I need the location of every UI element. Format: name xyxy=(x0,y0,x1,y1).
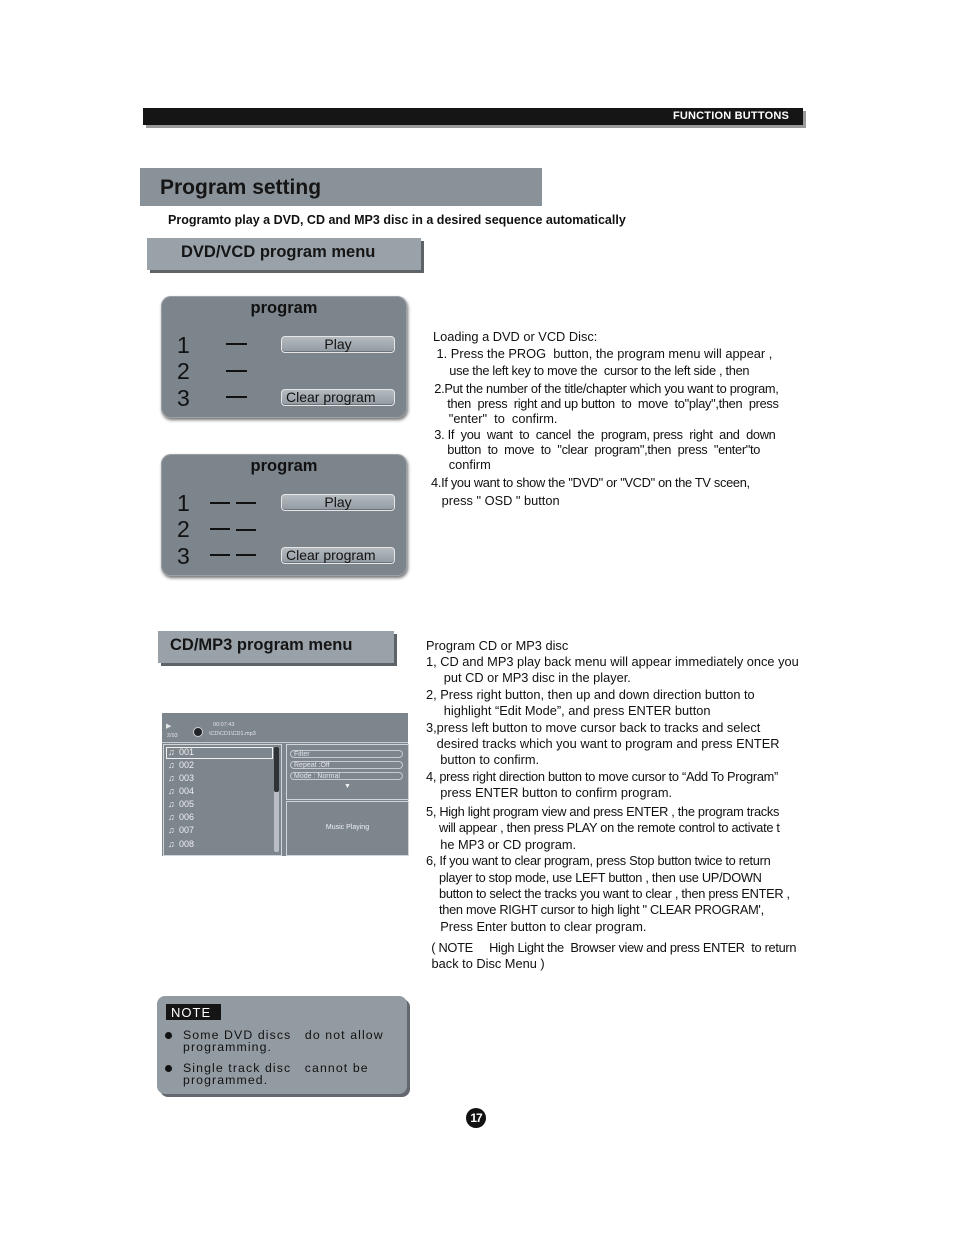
track-list-scrollbar[interactable] xyxy=(274,747,279,852)
dvd-instruction-line: confirm xyxy=(431,457,491,472)
clear-program-button[interactable]: Clear program xyxy=(281,389,395,406)
music-note-icon: ♫ xyxy=(168,786,175,796)
cd-instruction-line: press ENTER button to confirm program. xyxy=(426,785,673,800)
disc-icon xyxy=(193,727,203,737)
cd-instruction-line: Program CD or MP3 disc xyxy=(426,638,569,653)
music-note-icon: ♫ xyxy=(168,812,175,822)
cd-instruction-line: ( NOTE High Light the Browser view and press ENTER to return xyxy=(428,940,797,955)
dvd-instruction-line: 1. Press the PROG button, the program menu will appear , xyxy=(433,346,773,361)
dvd-instruction-line: button to move to "clear program",then press "enter"to xyxy=(431,442,761,457)
cd-instruction-line: back to Disc Menu ) xyxy=(428,956,545,971)
section-title-box xyxy=(140,168,542,206)
playback-status: Music Playing xyxy=(325,824,370,831)
program-slot-dash[interactable] xyxy=(236,529,256,531)
play-button[interactable]: Play xyxy=(281,336,395,353)
page-number: 17 xyxy=(466,1108,486,1128)
cd-instruction-line: player to stop mode, use LEFT button , then use UP/DOWN xyxy=(426,870,762,885)
mp3-status-panel xyxy=(286,801,409,856)
mp3-info-bar xyxy=(162,713,408,743)
note-item-line: Some DVD discs do not allow xyxy=(183,1028,384,1042)
program-slot-dash[interactable] xyxy=(210,554,230,556)
cd-instruction-line: 6, If you want to clear program, press Stop button twice to return xyxy=(426,853,771,868)
program-slot-dash[interactable] xyxy=(226,370,247,372)
program-row-number: 1 xyxy=(177,490,190,516)
program-panel-title: program xyxy=(250,299,318,317)
program-slot-dash[interactable] xyxy=(236,554,256,556)
section-title: Program setting xyxy=(160,176,322,199)
music-note-icon: ♫ xyxy=(168,799,175,809)
music-note-icon: ♫ xyxy=(168,839,175,849)
dvd-vcd-heading-box xyxy=(147,238,421,270)
cd-mp3-heading-box xyxy=(158,631,394,663)
header-bar xyxy=(143,108,803,125)
track-item[interactable]: ♫ 002 xyxy=(168,760,195,770)
dvd-instruction-line: 3. If you want to cancel the program, press right and down xyxy=(431,427,776,442)
dvd-instruction-line: then press right and up button to move to"play",then press xyxy=(431,396,779,411)
cd-instruction-line: desired tracks which you want to program and press ENTER xyxy=(426,736,780,751)
cd-instruction-line: button to confirm. xyxy=(426,752,540,767)
dvd-instruction-line: 4.If you want to show the "DVD" or "VCD" on the TV sceen, xyxy=(431,475,750,490)
program-slot-dash[interactable] xyxy=(226,396,247,398)
program-row-number: 3 xyxy=(177,543,190,569)
dvd-instruction-line: press " OSD " button xyxy=(431,493,560,508)
filter-option[interactable]: Filter xyxy=(290,750,403,758)
track-item[interactable]: ♫ 004 xyxy=(168,786,195,796)
track-item[interactable]: ♫ 003 xyxy=(168,773,195,783)
music-note-icon: ♫ xyxy=(168,773,175,783)
mp3-player-screen xyxy=(162,713,408,856)
scrollbar-thumb[interactable] xyxy=(274,747,279,792)
track-list[interactable] xyxy=(163,744,282,856)
program-row-number: 1 xyxy=(177,332,190,358)
play-icon: ▶ xyxy=(166,723,172,730)
program-slot-dash[interactable] xyxy=(210,502,230,504)
track-item[interactable]: ♫ 007 xyxy=(168,825,195,835)
note-item-line: programmed. xyxy=(183,1073,269,1087)
program-panel-single-digit xyxy=(161,296,407,418)
cd-instruction-line: 4, press right direction button to move cursor to “Add To Program” xyxy=(426,769,778,784)
music-note-icon: ♫ xyxy=(168,825,175,835)
track-item[interactable]: ♫ 005 xyxy=(168,799,195,809)
play-button[interactable]: Play xyxy=(281,494,395,511)
cd-mp3-heading: CD/MP3 program menu xyxy=(170,636,353,654)
mode-option[interactable]: Mode : Normal xyxy=(290,772,403,780)
cd-instruction-line: 2, Press right button, then up and down direction button to xyxy=(426,687,755,702)
dvd-instruction-line: Loading a DVD or VCD Disc: xyxy=(433,329,598,344)
repeat-option[interactable]: Repeat :Off xyxy=(290,761,403,769)
note-tag: NOTE xyxy=(166,1004,221,1020)
bullet-icon xyxy=(165,1032,172,1039)
track-item[interactable]: ♫ 006 xyxy=(168,812,195,822)
track-count: 2/93 xyxy=(167,733,178,739)
cd-instruction-line: put CD or MP3 disc in the player. xyxy=(426,670,631,685)
header-label: FUNCTION BUTTONS xyxy=(672,110,789,122)
dvd-instruction-line: "enter" to confirm. xyxy=(431,411,558,426)
cd-instruction-line: then move RIGHT cursor to high light " CLEAR PROGRAM', xyxy=(426,902,764,917)
track-item[interactable]: ♫ 008 xyxy=(168,839,195,849)
note-item-line: Single track disc cannot be xyxy=(183,1061,369,1075)
program-slot-dash[interactable] xyxy=(236,502,256,504)
cd-instruction-line: highlight “Edit Mode”, and press ENTER button xyxy=(426,703,711,718)
program-slot-dash[interactable] xyxy=(226,343,247,345)
program-row-number: 2 xyxy=(177,358,190,384)
file-path: \CD\CD1\CD1.mp3 xyxy=(209,731,256,737)
track-item[interactable]: ♫ 001 xyxy=(168,747,195,757)
music-note-icon: ♫ xyxy=(168,747,175,757)
cd-instruction-line: button to select the tracks you want to clear , then press ENTER , xyxy=(426,886,790,901)
cd-instruction-line: 1, CD and MP3 play back menu will appear immediately once you xyxy=(426,654,799,669)
dvd-instruction-line: use the left key to move the cursor to the left side , then xyxy=(433,363,750,378)
program-row-number: 3 xyxy=(177,385,190,411)
note-box xyxy=(157,996,407,1094)
cd-instruction-line: will appear , then press PLAY on the remote control to activate t xyxy=(426,820,780,835)
music-note-icon: ♫ xyxy=(168,760,175,770)
program-slot-dash[interactable] xyxy=(210,528,230,530)
program-row-number: 2 xyxy=(177,516,190,542)
cd-instruction-line: 5, High light program view and press ENTER , the program tracks xyxy=(426,804,780,819)
program-panel-double-digit xyxy=(161,454,407,576)
cd-instruction-line: 3,press left button to move cursor back to tracks and select xyxy=(426,720,761,735)
program-panel-title: program xyxy=(250,457,318,475)
dvd-vcd-heading: DVD/VCD program menu xyxy=(181,243,376,261)
note-item-line: programming. xyxy=(183,1040,273,1054)
cd-instruction-line: he MP3 or CD program. xyxy=(426,837,577,852)
dvd-instruction-line: 2.Put the number of the title/chapter which you want to program, xyxy=(431,381,779,396)
mp3-options-panel xyxy=(286,744,409,800)
elapsed-time: 00:07:43 xyxy=(213,722,235,728)
section-subtitle: Programto play a DVD, CD and MP3 disc in a desired sequence automatically xyxy=(168,213,626,227)
clear-program-button[interactable]: Clear program xyxy=(281,547,395,564)
chevron-down-icon[interactable]: ▼ xyxy=(344,783,351,790)
cd-instruction-line: Press Enter button to clear program. xyxy=(426,919,647,934)
bullet-icon xyxy=(165,1065,172,1072)
